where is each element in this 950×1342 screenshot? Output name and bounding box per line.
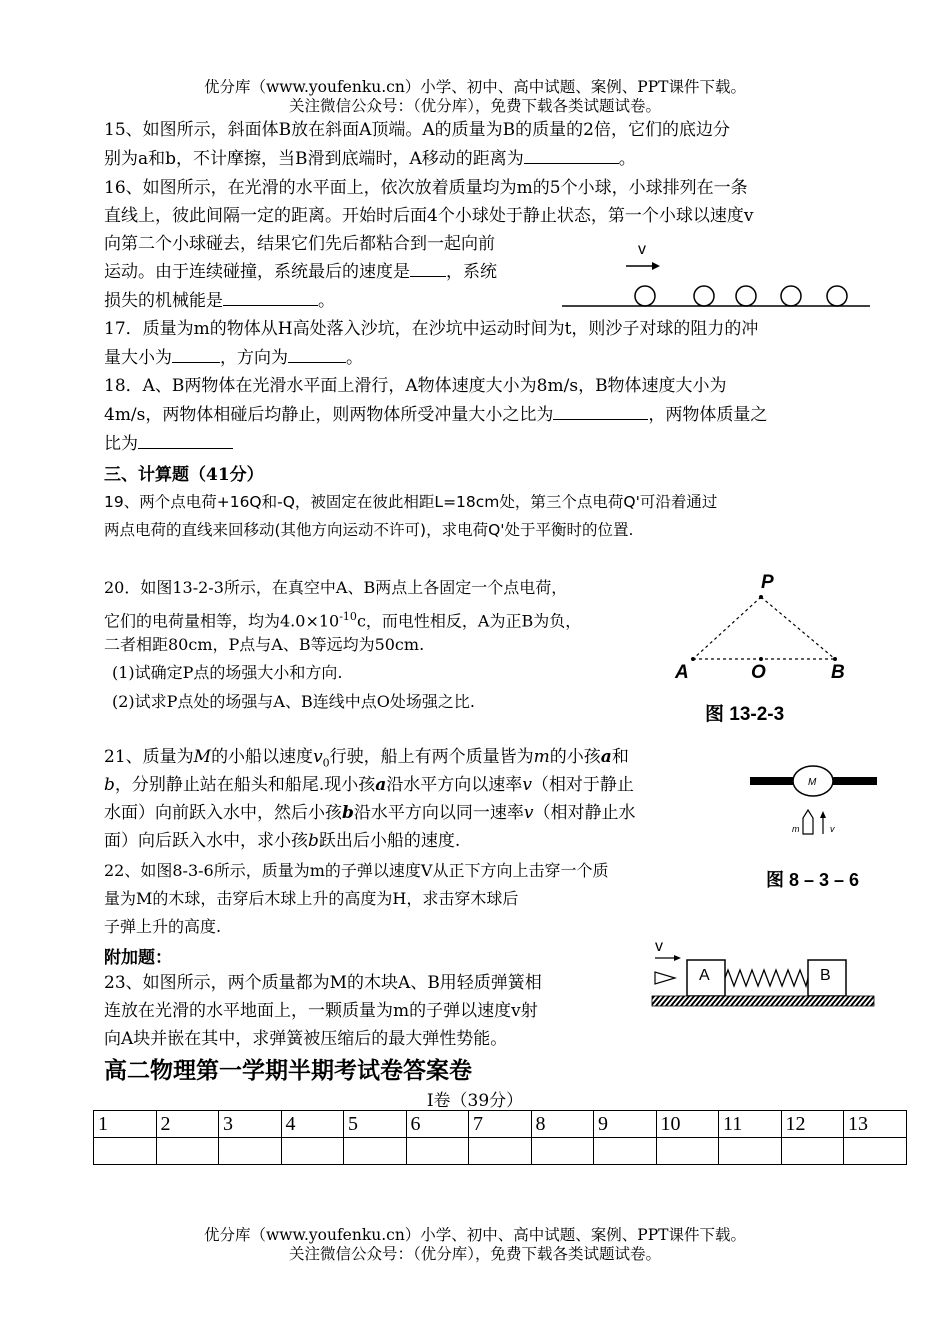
q22-line-2: 量为M的木球，击穿后木球上升的高度为H，求击穿木球后 — [104, 889, 519, 908]
q23-bullet — [655, 972, 675, 984]
footer-line-1: 优分库（www.youfenku.cn）小学、初中、高中试题、案例、PPT课件下载。 — [203, 1226, 747, 1244]
q23-arrow-head — [674, 955, 681, 961]
q20-line-1: 20．如图13-2-3所示，在真空中A、B两点上各固定一个点电荷， — [104, 578, 568, 597]
q18-line-2: 4m/s，两物体相碰后均静止，则两物体所受冲量大小之比为 ，两物体质量之 — [104, 401, 767, 430]
q21-line-1: 21、质量为M的小船以速度$v_0$行驶，船上有两个质量皆为m的小孩a和 — [104, 747, 629, 770]
q23-line-2: 连放在光滑的水平地面上，一颗质量为m的子弹以速度v射 — [104, 1001, 538, 1021]
answer-blank-8[interactable] — [531, 1138, 594, 1165]
answer-blank-1[interactable] — [94, 1138, 157, 1165]
answer-number-4: 4 — [281, 1111, 344, 1138]
q23-spring — [725, 970, 808, 986]
answer-sheet-subtitle: Ⅰ卷（39分） — [426, 1091, 524, 1111]
q15-line-2: 别为a和b，不计摩擦，当B滑到底端时，A移动的距离为 。 — [104, 145, 636, 174]
answer-number-9: 9 — [594, 1111, 657, 1138]
q16-figure-balls — [560, 236, 872, 312]
q18-line-3: 比为 — [104, 430, 233, 459]
q20-label-o: O — [751, 662, 766, 683]
answer-blank-3[interactable] — [219, 1138, 282, 1165]
answer-sheet-title: 高二物理第一学期半期考试卷答案卷 — [104, 1058, 472, 1084]
answer-blank-9[interactable] — [594, 1138, 657, 1165]
answer-number-1: 1 — [94, 1111, 157, 1138]
header-line-1: 优分库（www.youfenku.cn）小学、初中、高中试题、案例、PPT课件下载。 — [203, 78, 747, 96]
section-3-heading: 三、计算题（41分） — [104, 465, 264, 485]
q23-line-3: 向A块并嵌在其中，求弹簧被压缩后的最大弹性势能。 — [104, 1029, 508, 1049]
q16-ball-5 — [827, 286, 847, 306]
q23-block-a-label: A — [699, 967, 710, 984]
q15-line-1: 15、如图所示，斜面体B放在斜面A顶端。A的质量为B的质量的2倍，它们的底边分 — [104, 120, 730, 140]
q17-line-2: 量大小为 ，方向为 。 — [104, 344, 363, 373]
answer-number-2: 2 — [156, 1111, 219, 1138]
q21-line-3: 水面）向前跃入水中，然后小孩b沿水平方向以同一速率v（相对静止水 — [104, 803, 636, 823]
q16-ball-1 — [635, 286, 655, 306]
q20-line-4: (1)试确定P点的场强大小和方向. — [112, 663, 343, 682]
q22-line-3: 子弹上升的高度. — [104, 917, 222, 936]
q22-caption: 图 8 – 3 – 6 — [766, 870, 860, 890]
answer-table — [93, 1110, 907, 1165]
answer-table-blank-row — [94, 1138, 907, 1165]
bonus-heading: 附加题： — [104, 948, 172, 968]
answer-number-12: 12 — [781, 1111, 844, 1138]
q20-line-pa — [693, 597, 761, 659]
q22-arrow-label: v — [830, 824, 835, 834]
answer-blank-7[interactable] — [469, 1138, 532, 1165]
q16-arrow-head — [652, 262, 660, 270]
answer-number-13: 13 — [844, 1111, 907, 1138]
answer-number-3: 3 — [219, 1111, 282, 1138]
answer-number-11: 11 — [719, 1111, 782, 1138]
q23-line-1: 23、如图所示，两个质量都为M的木块A、B用轻质弹簧相 — [104, 973, 542, 993]
q22-ball-label: M — [808, 777, 817, 788]
q21-line-2: b，分别静止站在船头和船尾.现小孩a沿水平方向以速率v（相对于静止 — [104, 775, 634, 795]
answer-blank-11[interactable] — [719, 1138, 782, 1165]
q20-line-3: 二者相距80cm，P点与A、B等远均为50cm. — [104, 635, 425, 654]
answer-table-header-row — [94, 1111, 907, 1138]
answer-blank-4[interactable] — [281, 1138, 344, 1165]
q16-line-1: 16、如图所示，在光滑的水平面上，依次放着质量均为m的5个小球，小球排列在一条 — [104, 178, 748, 198]
q19-line-2: 两点电荷的直线来回移动(其他方向运动不许可)，求电荷Q'处于平衡时的位置. — [104, 521, 634, 539]
q21-line-4: 面）向后跃入水中，求小孩b跃出后小船的速度. — [104, 831, 461, 851]
q16-ball-2 — [694, 286, 714, 306]
q19-line-1: 19、两个点电荷+16Q和-Q，被固定在彼此相距L=18cm处，第三个点电荷Q'可沿着通过 — [104, 493, 718, 511]
q16-line-4: 运动。由于连续碰撞，系统最后的速度是 ，系统 — [104, 258, 497, 287]
q22-bullet — [803, 810, 813, 834]
answer-number-5: 5 — [344, 1111, 407, 1138]
answer-number-8: 8 — [531, 1111, 594, 1138]
answer-number-6: 6 — [406, 1111, 469, 1138]
q20-point-o — [759, 657, 763, 661]
q20-caption: 图 13-2-3 — [705, 704, 785, 725]
q23-figure — [650, 934, 880, 1016]
q20-line-5: (2)试求P点处的场强与A、B连线中点O处场强之比. — [112, 692, 475, 711]
q16-ball-4 — [781, 286, 801, 306]
header-line-2: 关注微信公众号：（优分库），免费下载各类试题试卷。 — [288, 97, 661, 115]
q22-arrow-head — [820, 811, 826, 818]
answer-blank-6[interactable] — [406, 1138, 469, 1165]
q23-ground — [652, 996, 874, 1006]
q22-line-1: 22、如图8-3-6所示，质量为m的子弹以速度V从正下方向上击穿一个质 — [104, 861, 609, 880]
q20-point-b — [833, 657, 837, 661]
answer-number-10: 10 — [656, 1111, 719, 1138]
answer-blank-13[interactable] — [844, 1138, 907, 1165]
q23-velocity-label: v — [655, 938, 663, 955]
q22-figure — [750, 760, 880, 895]
answer-blank-10[interactable] — [656, 1138, 719, 1165]
answer-blank-2[interactable] — [156, 1138, 219, 1165]
q20-label-b: B — [831, 662, 845, 683]
q16-ball-3 — [736, 286, 756, 306]
answer-blank-5[interactable] — [344, 1138, 407, 1165]
q20-label-p: P — [761, 572, 774, 593]
q20-line-pb — [761, 597, 835, 659]
q20-figure — [665, 568, 865, 728]
footer-line-2: 关注微信公众号：（优分库），免费下载各类试题试卷。 — [288, 1245, 661, 1263]
q22-bullet-label: m — [792, 824, 800, 834]
q20-point-a — [691, 657, 695, 661]
q20-label-a: A — [675, 662, 689, 683]
q17-line-1: 17．质量为m的物体从H高处落入沙坑，在沙坑中运动时间为t，则沙子对球的阻力的冲 — [104, 319, 759, 339]
q16-velocity-label: v — [638, 241, 646, 258]
answer-blank-12[interactable] — [781, 1138, 844, 1165]
q16-line-2: 直线上，彼此间隔一定的距离。开始时后面4个小球处于静止状态，第一个小球以速度v — [104, 206, 754, 226]
q16-line-3: 向第二个小球碰去，结果它们先后都粘合到一起向前 — [104, 234, 495, 254]
q18-line-1: 18．A、B两物体在光滑水平面上滑行，A物体速度大小为8m/s，B物体速度大小为 — [104, 376, 727, 396]
q16-line-5: 损失的机械能是 。 — [104, 287, 335, 316]
answer-number-7: 7 — [469, 1111, 532, 1138]
q20-line-2: 它们的电荷量相等，均为$4.0\times 10^{-10}c$，而电性相反，A为正B为负， — [104, 610, 582, 631]
q23-block-b-label: B — [820, 967, 831, 984]
